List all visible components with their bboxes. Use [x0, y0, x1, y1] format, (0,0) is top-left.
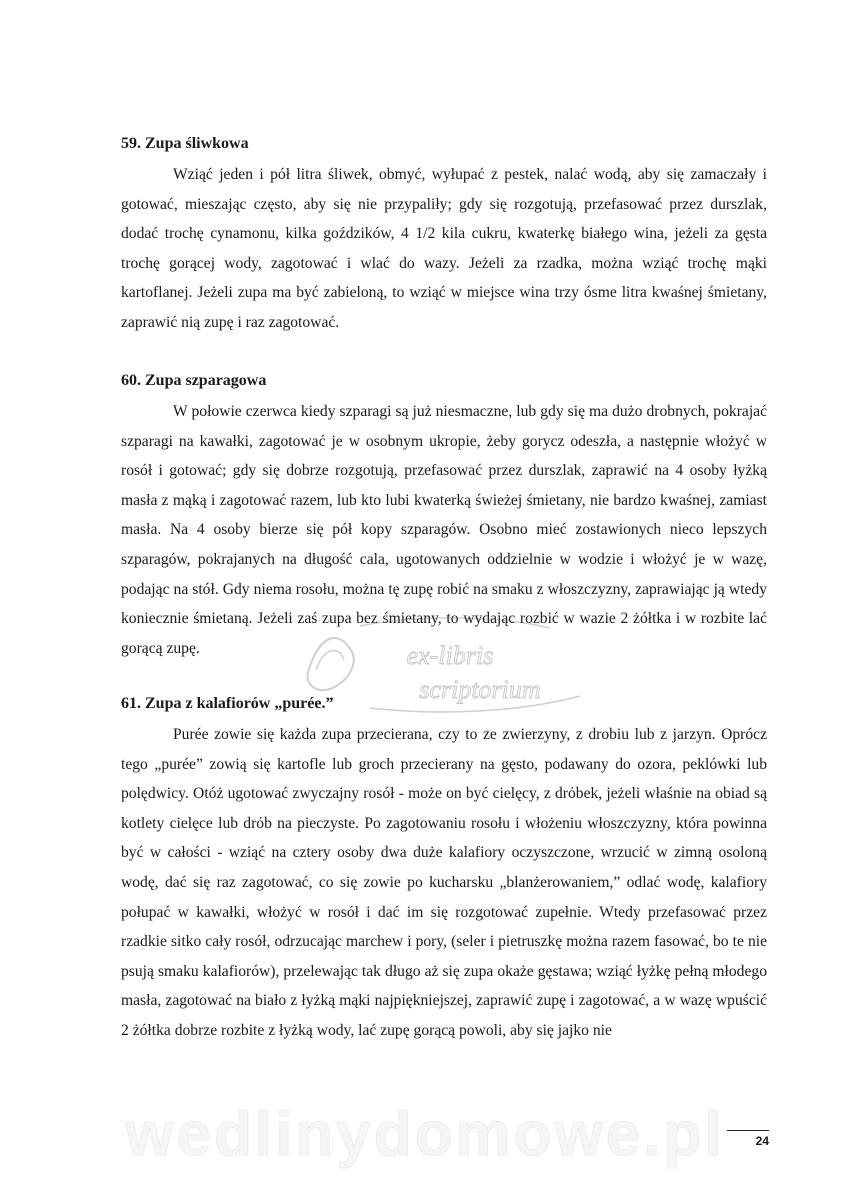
site-watermark-text: wedlinydomowe.pl [125, 1100, 725, 1169]
recipe-59-body: Wziąć jeden i pół litra śliwek, obmyć, wyłupać z pestek, nalać wodą, aby się zamaczały i gotować, mieszając często, aby się nie przypaliły; gdy się rozgotują, przefasować przez durszlak, dodać trochę cynamonu, kilka goździków, 4 1/2 kila cukru, kwaterkę białego wina, jeżeli za gęsta trochę gorącej wody, zagotować i wlać do wazy. Jeżeli za rzadka, można wziąć trochę mąki kartoflanej. Jeżeli zupa ma być zabieloną, to wziąć w miejsce wina trzy ósme litra kwaśnej śmietany, zaprawić nią zupę i raz zagotować. [121, 166, 767, 331]
stamp-text-scriptorium: scriptorium [419, 675, 541, 704]
recipe-61-body: Purée zowie się każda zupa przecierana, czy to ze zwierzyny, z drobiu lub z jarzyn. Oprócz tego „purée” zowią się kartofle lub groch przecierany na gęsto, podawany do ozora, peklówki lub polędwicy. Otóż ugotować zwyczajny rosół - może on być cielęcy, z drόbek, jeżeli właśnie na obiad są kotlety cielęce lub drόb na pieczyste. Po zagotowaniu rosołu i włożeniu włoszczyzny, która powinna być w całości - wziąć na cztery osoby dwa duże kalafiory oczyszczone, wrzucić w zimną osoloną wodę, dać się raz zagotować, co się zowie po kucharsku „blanżerowaniem,” odlać wodę, kalafiory połupać w kawałki, włożyć w rosół i dać im się rozgotować zupełnie. Wtedy przefasować przez rzadkie sitko cały rosół, odrzucając marchew i pory, (seler i pietruszkę można razem fasować, bo te nie psują smaku kalafiorów), przelewając tak długo aż się zupa okaże gęstawa; wziąć łyżkę pełną młodego masła, zagotować na biało z łyżką mąki najpiękniejszej, zaprawić zupę i zagotować, a w wazę wpuścić 2 żółtka dobrze rozbite z łyżką wody, lać zupę gorącą powoli, aby się jajko nie [121, 726, 767, 1039]
recipe-60 [121, 371, 767, 663]
page-number: 24 [755, 1134, 769, 1148]
recipe-61 [121, 694, 767, 1046]
recipe-59 [121, 134, 767, 338]
recipe-60-body: W połowie czerwca kiedy szparagi są już niesmaczne, lub gdy się ma dużo drobnych, pokrajać szparagi na kawałki, zagotować je w osobnym ukropie, żeby gorycz odeszła, a następnie włożyć w rosół i gotować; gdy się dobrze rozgotują, przefasować przez durszlak, zaprawić na 4 osoby łyżką masła z mąką i zagotować razem, lub kto lubi kwaterką świeżej śmietany, nie bardzo kwaśnej, zamiast masła. Na 4 osoby bierze się pół kopy szparagów. Osobno mieć zostawionych nieco lepszych szparagów, pokrajanych na długość cala, ugotowanych oddzielnie w wodzie i włożyć je w wazę, podając na stół. Gdy niema rosołu, można tę zupę robić na smaku z włoszczyzny, zaprawiając ją wtedy koniecznie śmietaną. Jeżeli zaś zupa bez śmietany, to wydając rozbić w wazie 2 żółtka i w rozbite lać gorącą zupę. [121, 403, 767, 657]
recipe-60-title: 60. Zupa szparagowa [121, 372, 267, 389]
site-watermark [105, 1093, 745, 1173]
recipe-61-title: 61. Zupa z kalafiorów „purée.” [121, 695, 334, 712]
stamp-text-ex-libris: ex-libris [406, 641, 494, 670]
page-number-rule [727, 1130, 769, 1131]
recipe-59-title: 59. Zupa śliwkowa [121, 135, 249, 152]
